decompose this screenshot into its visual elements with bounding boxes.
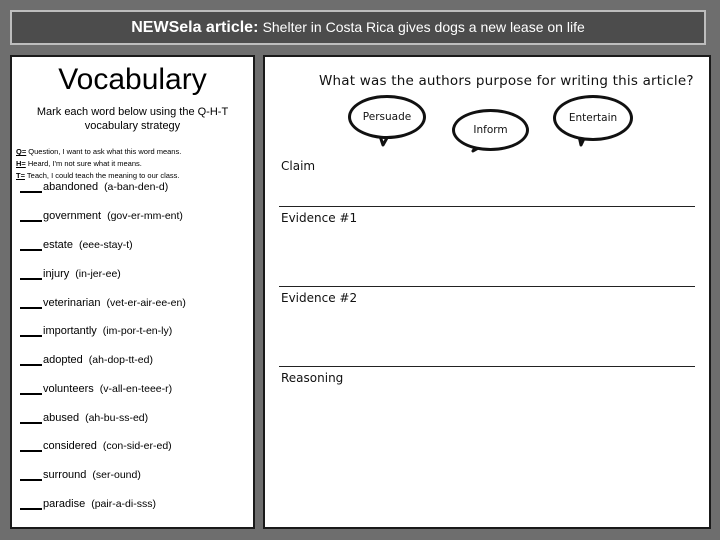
vocabulary-instructions: Mark each word below using the Q-H-T vocabulary strategy: [36, 106, 229, 132]
answer-blank[interactable]: [20, 323, 42, 337]
purpose-question: What was the authors purpose for writing this article?: [319, 73, 694, 89]
list-item: estate (eee-stay-t): [20, 237, 133, 257]
answer-blank[interactable]: [20, 410, 42, 424]
list-item: abandoned (a-ban-den-d): [20, 179, 168, 199]
evidence-2-label: Evidence #2: [281, 291, 358, 305]
header-bar: [10, 10, 706, 45]
header-title-lead: NEWSela article:: [131, 19, 259, 36]
legend-h: H= Heard, I'm not sure what it means.: [16, 159, 142, 168]
reasoning-label: Reasoning: [281, 371, 344, 385]
list-item: government (gov-er-mm-ent): [20, 208, 183, 228]
list-item: paradise (pair-a-di-sss): [20, 496, 156, 516]
claim-evidence-panel: [263, 55, 711, 529]
list-item: considered (con-sid-er-ed): [20, 438, 172, 458]
vocabulary-title: Vocabulary: [58, 63, 207, 96]
answer-blank[interactable]: [20, 266, 42, 280]
claim-answer-line[interactable]: [279, 206, 695, 207]
list-item: adopted (ah-dop-tt-ed): [20, 352, 153, 372]
list-item: veterinarian (vet-er-air-ee-en): [20, 295, 186, 315]
answer-blank[interactable]: [20, 237, 42, 251]
list-item: abused (ah-bu-ss-ed): [20, 410, 148, 430]
claim-label: Claim: [281, 159, 316, 173]
list-item: injury (in-jer-ee): [20, 266, 121, 286]
vocabulary-panel: [10, 55, 255, 529]
evidence-2-answer-line[interactable]: [279, 366, 695, 367]
list-item: volunteers (v-all-en-teee-r): [20, 381, 172, 401]
evidence-1-label: Evidence #1: [281, 211, 358, 225]
qht-legend: [16, 146, 253, 182]
answer-blank[interactable]: [20, 381, 42, 395]
answer-blank[interactable]: [20, 496, 42, 510]
persuade-option[interactable]: Persuade: [348, 95, 426, 139]
legend-t: T= Teach, I could teach the meaning to our class.: [16, 171, 180, 180]
entertain-option[interactable]: Entertain: [553, 95, 633, 141]
inform-option[interactable]: Inform: [452, 109, 529, 151]
answer-blank[interactable]: [20, 295, 42, 309]
list-item: surround (ser-ound): [20, 467, 141, 487]
answer-blank[interactable]: [20, 208, 42, 222]
legend-q: Q= Question, I want to ask what this word means.: [16, 147, 182, 156]
list-item: importantly (im-por-t-en-ly): [20, 323, 172, 343]
answer-blank[interactable]: [20, 438, 42, 452]
header-title-article: Shelter in Costa Rica gives dogs a new lease on life: [262, 19, 585, 35]
answer-blank[interactable]: [20, 179, 42, 193]
evidence-1-answer-line[interactable]: [279, 286, 695, 287]
answer-blank[interactable]: [20, 467, 42, 481]
answer-blank[interactable]: [20, 352, 42, 366]
